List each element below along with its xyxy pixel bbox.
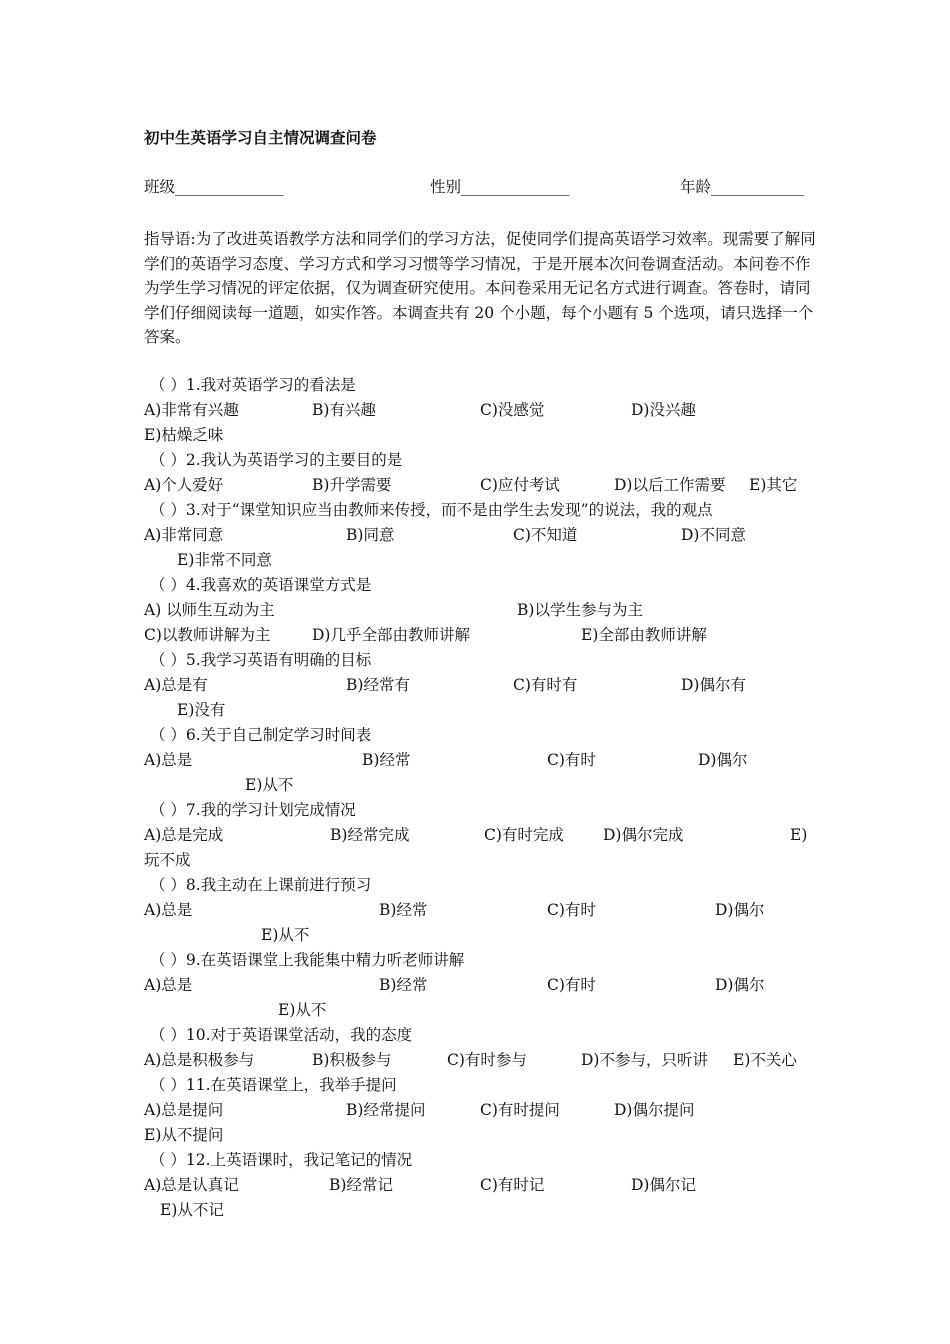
q11-option-b: B)经常提问: [346, 1101, 426, 1119]
question-3: （ ）3.对于“课堂知识应当由教师来传授，而不是由学生去发现”的说法，我的观点: [150, 501, 713, 519]
q6-option-a: A)总是: [144, 751, 193, 769]
q12-option-e: E)从不记: [160, 1201, 224, 1219]
q11-option-a: A)总是提问: [144, 1101, 224, 1119]
question-5: （ ）5.我学习英语有明确的目标: [150, 651, 372, 669]
q10-option-d: D)不参与，只听讲: [581, 1051, 708, 1069]
q6-option-b: B)经常: [362, 751, 411, 769]
q5-option-b: B)经常有: [346, 676, 410, 694]
q8-option-b: B)经常: [379, 901, 428, 919]
question-12: （ ）12.上英语课时，我记笔记的情况: [150, 1151, 413, 1169]
question-6: （ ）6.关于自己制定学习时间表: [150, 726, 372, 744]
q3-option-c: C)不知道: [513, 526, 578, 544]
q1-option-c: C)没感觉: [480, 401, 545, 419]
q1-option-e: E)枯燥乏味: [144, 426, 224, 444]
q3-option-b: B)同意: [346, 526, 395, 544]
q8-option-e: E)从不: [261, 926, 310, 944]
document-title: 初中生英语学习自主情况调查问卷: [144, 128, 377, 147]
q5-option-d: D)偶尔有: [681, 676, 746, 694]
class-field: 班级______________: [144, 178, 284, 196]
q12-option-c: C)有时记: [480, 1176, 545, 1194]
q4-option-b: B)以学生参与为主: [517, 601, 643, 619]
question-10: （ ）10.对于英语课堂活动，我的态度: [150, 1026, 413, 1044]
q4-option-c: C)以教师讲解为主: [144, 626, 271, 644]
q8-option-c: C)有时: [547, 901, 596, 919]
q10-option-a: A)总是积极参与: [144, 1051, 255, 1069]
q2-option-a: A)个人爱好: [144, 476, 224, 494]
q7-option-b: B)经常完成: [330, 826, 410, 844]
q12-option-a: A)总是认真记: [144, 1176, 239, 1194]
question-9: （ ）9.在英语课堂上我能集中精力听老师讲解: [150, 951, 465, 969]
q4-option-a: A) 以师生互动为主: [144, 601, 275, 619]
gender-field: 性别______________: [430, 178, 570, 196]
q2-option-c: C)应付考试: [480, 476, 560, 494]
question-7: （ ）7.我的学习计划完成情况: [150, 801, 356, 819]
q9-option-b: B)经常: [379, 976, 428, 994]
q1-option-b: B)有兴趣: [312, 401, 376, 419]
q4-option-e: E)全部由教师讲解: [581, 626, 707, 644]
q6-option-c: C)有时: [547, 751, 596, 769]
q7-option-d: D)偶尔完成: [603, 826, 684, 844]
q8-option-a: A)总是: [144, 901, 193, 919]
q3-option-e: E)非常不同意: [177, 551, 272, 569]
q11-option-d: D)偶尔提问: [614, 1101, 695, 1119]
q11-option-c: C)有时提问: [480, 1101, 560, 1119]
q12-option-d: D)偶尔记: [631, 1176, 696, 1194]
question-8: （ ）8.我主动在上课前进行预习: [150, 876, 372, 894]
q10-option-e: E)不关心: [733, 1051, 797, 1069]
question-2: （ ）2.我认为英语学习的主要目的是: [150, 451, 403, 469]
q10-option-b: B)积极参与: [312, 1051, 392, 1069]
q9-option-c: C)有时: [547, 976, 596, 994]
q6-option-e: E)从不: [245, 776, 294, 794]
q1-option-d: D)没兴趣: [631, 401, 696, 419]
question-1: （ ）1.我对英语学习的看法是: [150, 376, 356, 394]
age-field: 年龄____________: [680, 178, 805, 196]
q9-option-a: A)总是: [144, 976, 193, 994]
q2-option-b: B)升学需要: [312, 476, 392, 494]
q8-option-d: D)偶尔: [715, 901, 765, 919]
q9-option-e: E)从不: [278, 1001, 327, 1019]
question-11: （ ）11.在英语课堂上，我举手提问: [150, 1076, 397, 1094]
question-4: （ ）4.我喜欢的英语课堂方式是: [150, 576, 372, 594]
q7-option-c: C)有时完成: [484, 826, 564, 844]
q7-option-a: A)总是完成: [144, 826, 224, 844]
q4-option-d: D)几乎全部由教师讲解: [312, 626, 470, 644]
q7-option-e-text: 玩不成: [144, 851, 191, 869]
q1-option-a: A)非常有兴趣: [144, 401, 239, 419]
instructions-paragraph: 指导语:为了改进英语教学方法和同学们的学习方法，促使同学们提高英语学习效率。现需要了解同学们的英语学习态度、学习方式和学习习惯等学习情况，于是开展本次问卷调查活动。本问卷不作为学生学习情况的评定依据，仅为调查研究使用。本问卷采用无记名方式进行调查。答卷时，请同学们仔细阅读每一道题，如实作答。本调查共有 20 个小题，每个小题有 5 个选项，请只选择一个答案。: [144, 230, 816, 346]
q2-option-d: D)以后工作需要: [614, 476, 726, 494]
q5-option-e: E)没有: [177, 701, 226, 719]
q3-option-d: D)不同意: [681, 526, 746, 544]
q12-option-b: B)经常记: [329, 1176, 393, 1194]
q9-option-d: D)偶尔: [715, 976, 765, 994]
q7-option-e-label: E): [790, 826, 808, 844]
q5-option-c: C)有时有: [513, 676, 578, 694]
q6-option-d: D)偶尔: [698, 751, 748, 769]
q11-option-e: E)从不提问: [144, 1126, 224, 1144]
q10-option-c: C)有时参与: [447, 1051, 527, 1069]
q5-option-a: A)总是有: [144, 676, 208, 694]
q3-option-a: A)非常同意: [144, 526, 224, 544]
q2-option-e: E)其它: [749, 476, 798, 494]
